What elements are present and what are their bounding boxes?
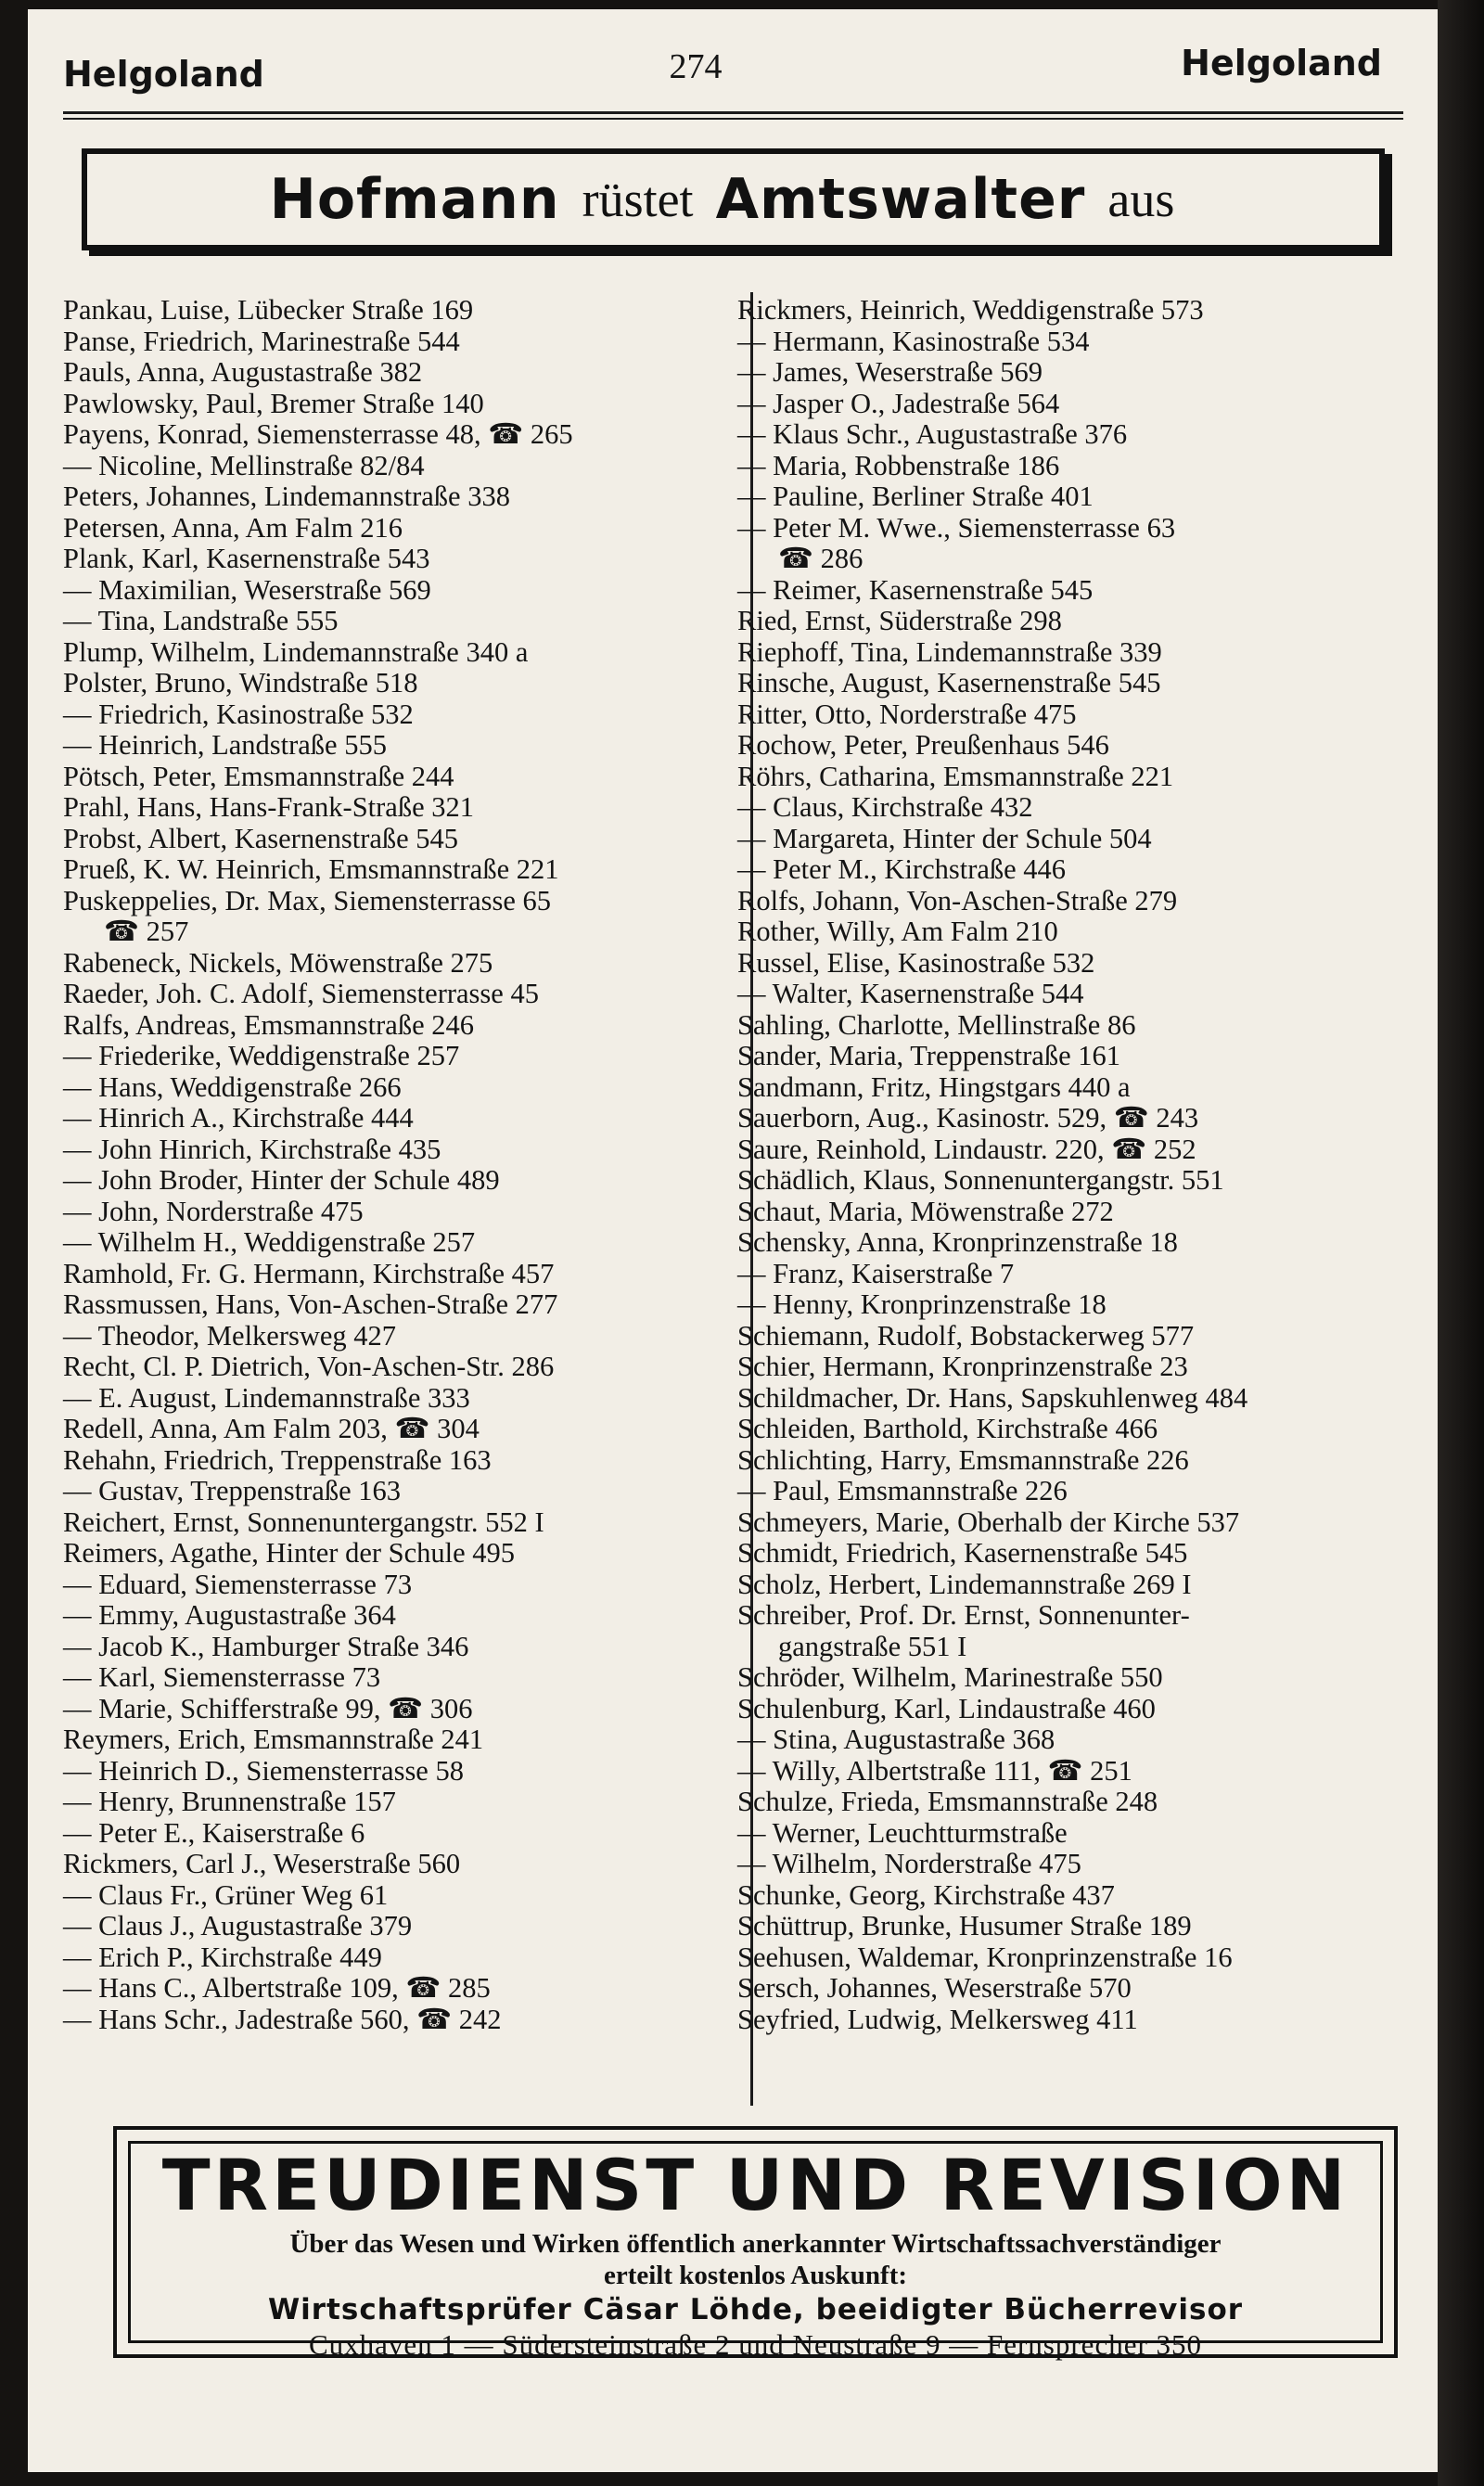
directory-entry: — Claus J., Augustastraße 379	[63, 1910, 413, 1941]
directory-entry: Schiemann, Rudolf, Bobstackerweg 577	[737, 1319, 1195, 1352]
directory-entry: — Franz, Kaiserstraße 7	[737, 1257, 1015, 1289]
directory-entry: — Theodor, Melkersweg 427	[63, 1319, 397, 1352]
ad-expert: Wirtschaftsprüfer Cäsar Löhde, beeidigter Bücherrevisor	[267, 2293, 1244, 2326]
directory-entry: Polster, Bruno, Windstraße 518	[63, 667, 418, 698]
directory-entry: Schildmacher, Dr. Hans, Sapskuhlenweg 484	[737, 1381, 1248, 1414]
directory-entry: — Heinrich, Landstraße 555	[63, 729, 387, 761]
directory-entry: Payens, Konrad, Siemensterrasse 48, ☎ 265	[63, 418, 573, 450]
directory-entry: Peters, Johannes, Lindemannstraße 338	[63, 481, 510, 512]
ad-address: Cuxhaven 1 — Südersteinstraße 2 und Neustraße 9 — Fernsprecher 350	[308, 2328, 1203, 2361]
directory-entry: Sahling, Charlotte, Mellinstraße 86	[737, 1008, 1136, 1041]
directory-entry: Petersen, Anna, Am Falm 216	[63, 511, 403, 544]
directory-entry: Recht, Cl. P. Dietrich, Von-Aschen-Str. 286	[63, 1351, 555, 1382]
directory-entry: — Hans, Weddigenstraße 266	[63, 1070, 402, 1103]
directory-entry: — Paul, Emsmannstraße 226	[737, 1475, 1068, 1506]
directory-entry: — Erich P., Kirchstraße 449	[63, 1941, 382, 1973]
directory-entry: Schulenburg, Karl, Lindaustraße 460	[737, 1692, 1156, 1724]
directory-entry: Plump, Wilhelm, Lindemannstraße 340 a	[63, 635, 529, 668]
directory-entry: Röhrs, Catharina, Emsmannstraße 221	[737, 760, 1174, 792]
directory-entry: — Hans Schr., Jadestraße 560, ☎ 242	[63, 2003, 502, 2035]
directory-entry: ☎ 257	[104, 916, 189, 947]
directory-entry: Sauerborn, Aug., Kasinostr. 529, ☎ 243	[737, 1102, 1199, 1134]
directory-entry: Sersch, Johannes, Weserstraße 570	[737, 1972, 1132, 2004]
directory-entry: — Reimer, Kasernenstraße 545	[737, 573, 1094, 606]
directory-entry: Rickmers, Carl J., Weserstraße 560	[63, 1848, 461, 1879]
directory-entry: ☎ 286	[778, 543, 864, 574]
directory-entry: — Peter E., Kaiserstraße 6	[63, 1816, 365, 1849]
directory-entry: — Henny, Kronprinzenstraße 18	[737, 1288, 1107, 1320]
directory-entry: Prahl, Hans, Hans-Frank-Straße 321	[63, 791, 475, 823]
directory-entry: — John, Norderstraße 475	[63, 1195, 364, 1227]
left-column	[63, 295, 740, 2035]
directory-entry: Schüttrup, Brunke, Husumer Straße 189	[737, 1910, 1192, 1941]
directory-entry: Schier, Hermann, Kronprinzenstraße 23	[737, 1351, 1188, 1382]
directory-entry: — Wilhelm, Norderstraße 475	[737, 1848, 1081, 1879]
directory-entry: Rochow, Peter, Preußenhaus 546	[737, 729, 1109, 761]
ad-object: Amtswalter	[715, 167, 1086, 232]
directory-entry: — Hinrich A., Kirchstraße 444	[63, 1102, 414, 1134]
directory-entry: Scholz, Herbert, Lindemannstraße 269 I	[737, 1568, 1192, 1600]
directory-entry: — Emmy, Augustastraße 364	[63, 1599, 396, 1631]
directory-entry: Panse, Friedrich, Marinestraße 544	[63, 325, 460, 357]
directory-entry: Rassmussen, Hans, Von-Aschen-Straße 277	[63, 1288, 558, 1320]
directory-entry: — Gustav, Treppenstraße 163	[63, 1475, 401, 1506]
directory-entry: Schlichting, Harry, Emsmannstraße 226	[737, 1443, 1189, 1476]
directory-entry: Schunke, Georg, Kirchstraße 437	[737, 1878, 1115, 1911]
directory-entry: — Claus, Kirchstraße 432	[737, 791, 1033, 823]
directory-entry: Rinsche, August, Kasernenstraße 545	[737, 667, 1161, 698]
directory-entry: — Friederike, Weddigenstraße 257	[63, 1040, 460, 1071]
directory-entry: Prueß, K. W. Heinrich, Emsmannstraße 221	[63, 853, 559, 885]
directory-entry: — Eduard, Siemensterrasse 73	[63, 1568, 413, 1600]
directory-entry: Seyfried, Ludwig, Melkersweg 411	[737, 2003, 1138, 2035]
directory-entry: — Werner, Leuchtturmstraße	[737, 1816, 1068, 1849]
directory-entry: — Klaus Schr., Augustastraße 376	[737, 418, 1128, 450]
directory-entry: Pankau, Luise, Lübecker Straße 169	[63, 294, 474, 326]
directory-entry: Schädlich, Klaus, Sonnenuntergangstr. 551	[737, 1164, 1224, 1196]
directory-entry: — Peter M., Kirchstraße 446	[737, 853, 1067, 885]
header-rule-thin	[63, 118, 1403, 120]
ad-tail: aus	[1107, 172, 1175, 227]
directory-entry: — Walter, Kasernenstraße 544	[737, 978, 1084, 1009]
running-head-right: Helgoland	[1181, 43, 1382, 83]
directory-entry: Schleiden, Barthold, Kirchstraße 466	[737, 1413, 1158, 1444]
directory-entry: Ralfs, Andreas, Emsmannstraße 246	[63, 1008, 475, 1041]
directory-entry: Sandmann, Fritz, Hingstgars 440 a	[737, 1070, 1131, 1103]
directory-entry: Sander, Maria, Treppenstraße 161	[737, 1040, 1120, 1071]
directory-entry: Schreiber, Prof. Dr. Ernst, Sonnenunter-	[737, 1599, 1190, 1631]
directory-entry: Reimers, Agathe, Hinter der Schule 495	[63, 1537, 516, 1569]
ad-verb: rüstet	[582, 172, 694, 227]
ad-title: TREUDIENST UND REVISION	[161, 2144, 1350, 2226]
directory-entry: gangstraße 551 I	[778, 1630, 967, 1662]
ad-description-2: erteilt kostenlos Auskunft:	[603, 2261, 908, 2290]
directory-entry: — James, Weserstraße 569	[737, 356, 1043, 388]
directory-entry: — Claus Fr., Grüner Weg 61	[63, 1878, 389, 1911]
directory-entry: Ried, Ernst, Süderstraße 298	[737, 605, 1062, 636]
header-rule	[63, 111, 1403, 114]
directory-entry: Pauls, Anna, Augustastraße 382	[63, 356, 423, 388]
directory-entry: Rickmers, Heinrich, Weddigenstraße 573	[737, 294, 1204, 326]
directory-page	[28, 9, 1438, 2472]
directory-entry: Puskeppelies, Dr. Max, Siemensterrasse 65	[63, 884, 552, 916]
directory-entry: — Friedrich, Kasinostraße 532	[63, 698, 414, 730]
directory-entry: — Nicoline, Mellinstraße 82/84	[63, 449, 425, 481]
directory-entry: Schröder, Wilhelm, Marinestraße 550	[737, 1661, 1163, 1693]
directory-entry: — Willy, Albertstraße 111, ☎ 251	[737, 1754, 1132, 1787]
directory-entry: — John Broder, Hinter der Schule 489	[63, 1164, 500, 1196]
ad-description: Über das Wesen und Wirken öffentlich anerkannter Wirtschaftssachverständiger	[289, 2229, 1222, 2259]
directory-entry: Reymers, Erich, Emsmannstraße 241	[63, 1724, 484, 1755]
directory-entry: — Pauline, Berliner Straße 401	[737, 481, 1094, 512]
directory-entry: Schmidt, Friedrich, Kasernenstraße 545	[737, 1537, 1188, 1569]
directory-entry: Schulze, Frieda, Emsmannstraße 248	[737, 1786, 1158, 1817]
directory-entry: Schaut, Maria, Möwenstraße 272	[737, 1195, 1114, 1227]
book-gutter	[1438, 0, 1484, 2486]
directory-entry: — Marie, Schifferstraße 99, ☎ 306	[63, 1692, 473, 1724]
right-column	[737, 295, 1438, 2035]
directory-entry: — Peter M. Wwe., Siemensterrasse 63	[737, 511, 1176, 544]
directory-entry: — Tina, Landstraße 555	[63, 605, 339, 636]
directory-entry: — Jasper O., Jadestraße 564	[737, 387, 1060, 419]
directory-entry: Pawlowsky, Paul, Bremer Straße 140	[63, 387, 484, 419]
directory-entry: Ramhold, Fr. G. Hermann, Kirchstraße 457	[63, 1257, 555, 1289]
directory-entry: — Hans C., Albertstraße 109, ☎ 285	[63, 1972, 491, 2004]
directory-entry: — Margareta, Hinter der Schule 504	[737, 822, 1152, 854]
directory-entry: Seehusen, Waldemar, Kronprinzenstraße 16	[737, 1941, 1233, 1973]
directory-entry: Schmeyers, Marie, Oberhalb der Kirche 537	[737, 1506, 1240, 1538]
directory-entry: Rabeneck, Nickels, Möwenstraße 275	[63, 946, 493, 979]
directory-entry: — John Hinrich, Kirchstraße 435	[63, 1133, 441, 1165]
directory-entry: Saure, Reinhold, Lindaustr. 220, ☎ 252	[737, 1133, 1196, 1165]
directory-entry: Plank, Karl, Kasernenstraße 543	[63, 543, 430, 574]
directory-entry: — Henry, Brunnenstraße 157	[63, 1786, 396, 1817]
running-head-left: Helgoland	[63, 54, 264, 95]
directory-entry: Russel, Elise, Kasinostraße 532	[737, 946, 1095, 979]
directory-entry: Pötsch, Peter, Emsmannstraße 244	[63, 760, 454, 792]
directory-entry: Raeder, Joh. C. Adolf, Siemensterrasse 45	[63, 978, 539, 1009]
top-advertisement	[82, 148, 1385, 250]
directory-entry: — E. August, Lindemannstraße 333	[63, 1381, 470, 1414]
directory-entry: — Wilhelm H., Weddigenstraße 257	[63, 1226, 476, 1258]
directory-entry: — Hermann, Kasinostraße 534	[737, 325, 1090, 357]
directory-entry: Schensky, Anna, Kronprinzenstraße 18	[737, 1226, 1178, 1258]
page-number: 274	[669, 47, 723, 86]
directory-entry: Ritter, Otto, Norderstraße 475	[737, 698, 1077, 730]
directory-entry: Riephoff, Tina, Lindemannstraße 339	[737, 635, 1162, 668]
ad-brand: Hofmann	[269, 167, 560, 232]
directory-entry: Rother, Willy, Am Falm 210	[737, 916, 1058, 947]
directory-entry: — Maria, Robbenstraße 186	[737, 449, 1060, 481]
directory-entry: — Heinrich D., Siemensterrasse 58	[63, 1754, 464, 1787]
directory-entry: Redell, Anna, Am Falm 203, ☎ 304	[63, 1413, 480, 1444]
directory-entry: Rehahn, Friedrich, Treppenstraße 163	[63, 1443, 492, 1476]
directory-entry: Rolfs, Johann, Von-Aschen-Straße 279	[737, 884, 1178, 916]
directory-entry: Reichert, Ernst, Sonnenuntergangstr. 552 I	[63, 1506, 544, 1538]
directory-entry: Probst, Albert, Kasernenstraße 545	[63, 822, 459, 854]
directory-entry: — Jacob K., Hamburger Straße 346	[63, 1630, 469, 1662]
directory-entry: — Stina, Augustastraße 368	[737, 1724, 1055, 1755]
directory-entry: — Karl, Siemensterrasse 73	[63, 1661, 381, 1693]
directory-entry: — Maximilian, Weserstraße 569	[63, 573, 431, 606]
bottom-advertisement	[113, 2126, 1398, 2361]
